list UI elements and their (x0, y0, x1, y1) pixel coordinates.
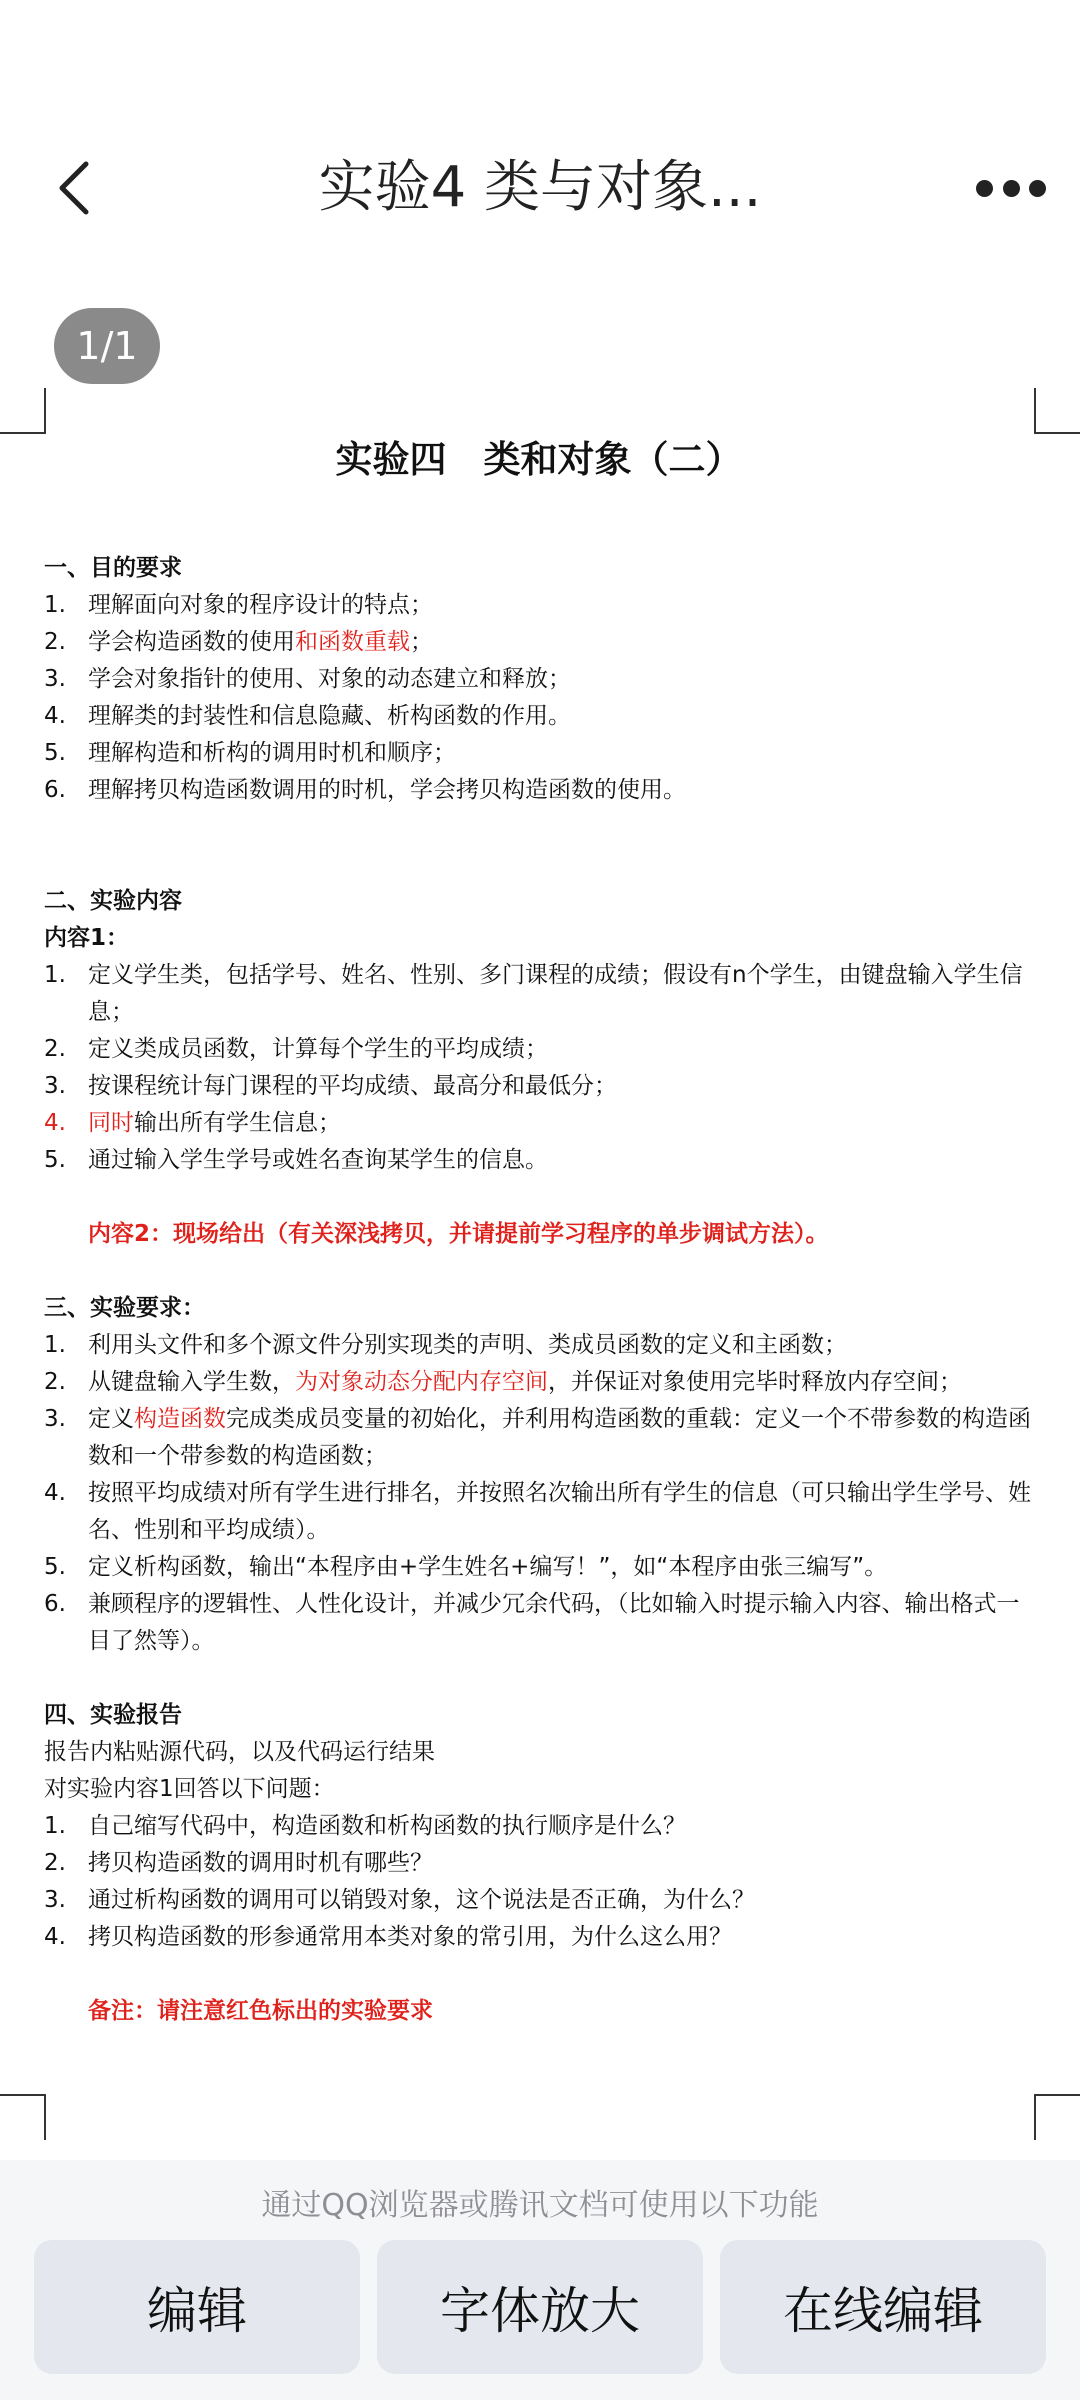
requirement-list (44, 1327, 1034, 1660)
list-item: 1. 自己缩写代码中，构造函数和析构函数的执行顺序是什么？ (44, 1813, 686, 1839)
list-item: 4. 拷贝构造函数的形参通常用本类对象的常引用，为什么这么用？ (44, 1924, 732, 1950)
more-dot-icon (1003, 180, 1020, 197)
section-heading: 一、目的要求 (44, 555, 182, 581)
report-line: 报告内粘贴源代码，以及代码运行结果 (44, 1739, 435, 1765)
content2-note: 内容2：现场给出（有关深浅拷贝，并请提前学习程序的单步调试方法）。 (88, 1221, 829, 1247)
list-item: 5. 理解构造和析构的调用时机和顺序； (44, 740, 456, 766)
list-item: 4. 理解类的封装性和信息隐藏、析构函数的作用。 (44, 703, 571, 729)
list-item: 1. 理解面向对象的程序设计的特点； (44, 592, 433, 618)
back-button[interactable] (46, 160, 102, 216)
page-corner-mark (0, 2094, 46, 2140)
list-item: 3. 定义构造函数完成类成员变量的初始化，并利用构造函数的重载：定义一个不带参数的构造函数和一个带参数的构造函数； (44, 1406, 1031, 1469)
enlarge-font-button[interactable]: 字体放大 (377, 2240, 703, 2374)
more-dot-icon (976, 180, 993, 197)
list-item: 3. 按课程统计每门课程的平均成绩、最高分和最低分； (44, 1073, 617, 1099)
list-item: 2. 从键盘输入学生数，为对象动态分配内存空间，并保证对象使用完毕时释放内存空间； (44, 1369, 962, 1395)
report-line: 对实验内容1回答以下问题： (44, 1776, 335, 1802)
list-item: 5. 通过输入学生学号或姓名查询某学生的信息。 (44, 1147, 548, 1173)
page-indicator: 1/1 (54, 308, 160, 384)
more-options-button[interactable] (976, 168, 1046, 208)
list-item: 1. 定义学生类，包括学号、姓名、性别、多门课程的成绩；假设有n个学生，由键盘输入学生信息； (44, 962, 1023, 1025)
subsection-heading: 内容1： (44, 925, 130, 951)
objective-list (44, 587, 1034, 809)
list-item: 1. 利用头文件和多个源文件分别实现类的声明、类成员函数的定义和主函数； (44, 1332, 847, 1358)
list-item: 6. 理解拷贝构造函数调用的时机，学会拷贝构造函数的使用。 (44, 777, 686, 803)
page-corner-mark (1034, 2094, 1080, 2140)
more-dot-icon (1029, 180, 1046, 197)
page-corner-mark (1034, 388, 1080, 434)
question-list (44, 1808, 1034, 1956)
section-heading: 四、实验报告 (44, 1702, 182, 1728)
feature-hint: 通过QQ浏览器或腾讯文档可使用以下功能 (261, 2188, 819, 2223)
page-corner-mark (0, 388, 46, 434)
online-edit-button[interactable]: 在线编辑 (720, 2240, 1046, 2374)
list-item: 2. 定义类成员函数，计算每个学生的平均成绩； (44, 1036, 548, 1062)
top-bar (0, 140, 1080, 236)
list-item: 2. 拷贝构造函数的调用时机有哪些？ (44, 1850, 433, 1876)
list-item: 4. 按照平均成绩对所有学生进行排名，并按照名次输出所有学生的信息（可只输出学生学号、姓名、性别和平均成绩）。 (44, 1480, 1031, 1543)
edit-button[interactable]: 编辑 (34, 2240, 360, 2374)
list-item: 2. 学会构造函数的使用和函数重载； (44, 629, 433, 655)
list-item: 4. 同时输出所有学生信息； (44, 1110, 341, 1136)
remark-note: 备注：请注意红色标出的实验要求 (88, 1998, 433, 2024)
section-heading: 二、实验内容 (44, 888, 182, 914)
list-item: 5. 定义析构函数，输出“本程序由+学生姓名+编写！”，如“本程序由张三编写”。 (44, 1554, 888, 1580)
bottom-panel (0, 2160, 1080, 2400)
content-list (44, 957, 1034, 1179)
list-item: 6. 兼顾程序的逻辑性、人性化设计，并减少冗余代码，（比如输入时提示输入内容、输出格式一目了然等）。 (44, 1591, 1020, 1654)
section-heading: 三、实验要求： (44, 1295, 205, 1321)
document-title: 实验四 类和对象（二） (335, 438, 743, 481)
document-content (44, 430, 1034, 2030)
chevron-left-icon (54, 160, 94, 216)
list-item: 3. 通过析构函数的调用可以销毁对象，这个说法是否正确，为什么？ (44, 1887, 755, 1913)
page-title: 实验4 类与对象... (318, 155, 762, 220)
list-item: 3. 学会对象指针的使用、对象的动态建立和释放； (44, 666, 571, 692)
